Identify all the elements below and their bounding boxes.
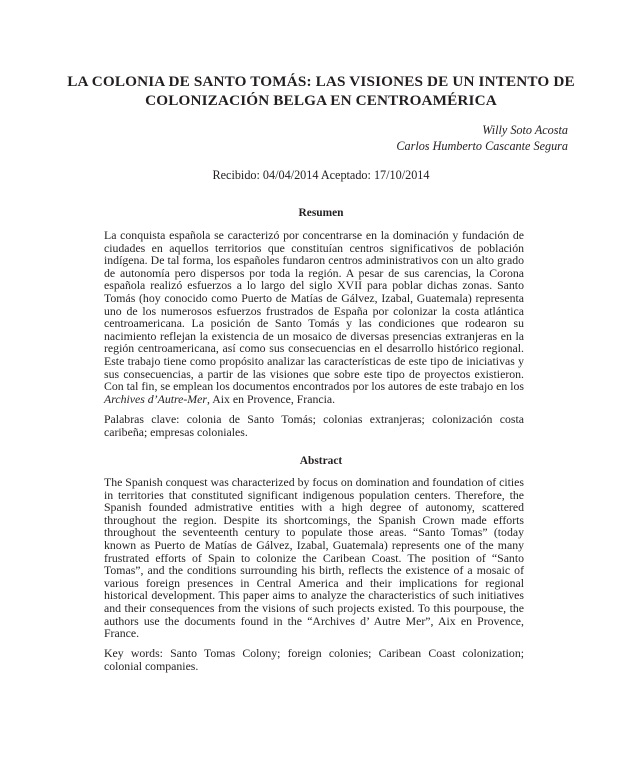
resumen-text-end: , Aix en Provence, Francia. xyxy=(206,391,336,406)
abstract-body: The Spanish conquest was characterized by focus on domination and foundation of cities in territories that constituted significant indigenous population centers. Therefore, the Spanish founded admistrative entities with a high degree of autonomy, scattered throughout the region. Despite its shortcomings, the Spanish Crown made efforts throughout the seventeenth century to populate those areas. “Santo Tomas” (today known as Puerto de Matías de Gálvez, Izabal, Guatemala) represents one of the many frustrated efforts of Spain to colonize the Caribean Coast. The position of “Santo Tomas”, and the conditions surrounding his birth, reflects the existence of a mosaic of various foreign presences in Central America and their implications for regional historical development. This paper aims to analyze the characteristics of such initiatives and their consequences from the visions of such projects existed. To this pourpouse, the authors use the documents found in the “Archives d’ Autre Mer”, Aix en Provence, France. xyxy=(104,475,524,641)
received-accepted-dates: Recibido: 04/04/2014 Aceptado: 17/10/2014 xyxy=(212,168,430,182)
abstract-keywords: Key words: Santo Tomas Colony; foreign colonies; Caribean Coast colonization; colonial companies. xyxy=(104,646,524,673)
resumen-body xyxy=(104,229,524,405)
author-list xyxy=(268,122,568,154)
resumen-keywords: Palabras clave: colonia de Santo Tomás; colonias extranjeras; colonización costa caribeña; empresas coloniales. xyxy=(104,412,524,439)
resumen-text: La conquista española se caracterizó por concentrarse en la dominación y fundación de ciudades en aquellos territorios que constituían centros significativos de población indígena. De tal forma, los españoles fundaron centros administrativos con un alto grado de autonomía pero dispersos por toda la región. A pesar de sus carencias, la Corona española realizó esfuerzos a lo largo del siglo XVII para poblar dichas zonas. Santo Tomás (hoy conocido como Puerto de Matías de Gálvez, Izabal, Guatemala) representa uno de los numerosos esfuerzos frustrados de España por colonizar la costa atlántica centroamericana. La posición de Santo Tomás y las condiciones que rodearon su nacimiento reflejan la existencia de un mosaico de diversas presencias extranjeras en la región centroamericana, así como sus consecuencias en el desarrollo histórico regional. Este trabajo tiene como propósito analizar las características de este tipo de iniciativas y sus consecuencias, a partir de las visiones que sobre este tipo de proyectos existieron. Con tal fin, se emplean los documentos encontrados por los autores de este trabajo en los xyxy=(104,228,524,394)
resumen-heading: Resumen xyxy=(298,207,344,219)
article-title: LA COLONIA DE SANTO TOMÁS: LAS VISIONES DE UN INTENTO DE COLONIZACIÓN BELGA EN CENTROAMÉRICA xyxy=(67,73,575,109)
abstract-heading: Abstract xyxy=(299,455,343,467)
author-name: Willy Soto Acosta xyxy=(482,123,568,137)
archive-name: Archives d’Autre-Mer xyxy=(104,391,207,406)
author-name: Carlos Humberto Cascante Segura xyxy=(396,139,568,153)
